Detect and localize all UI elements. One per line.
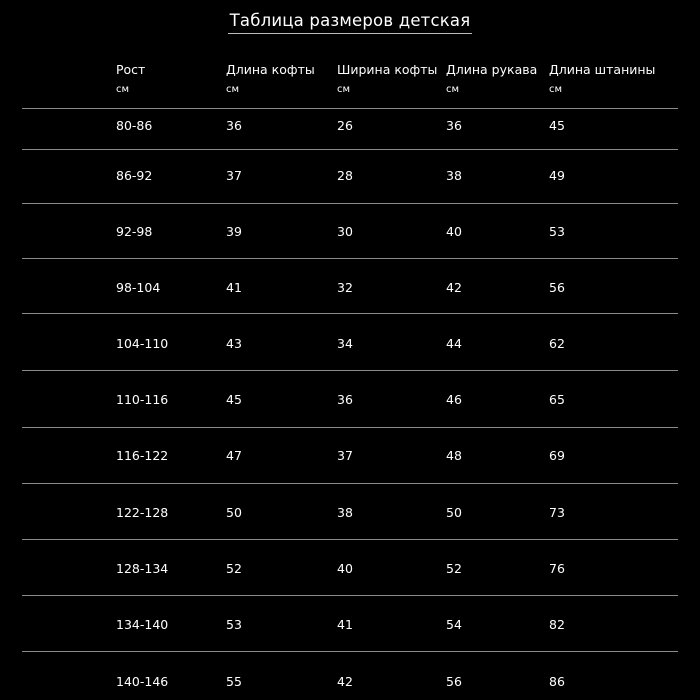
table-cell-leg-length: 86	[549, 674, 565, 689]
table-cell-height: 110-116	[116, 392, 169, 407]
header-height-label: Рост	[116, 62, 146, 77]
row-divider	[22, 595, 678, 596]
row-divider	[22, 258, 678, 259]
table-cell-sleeve-length: 48	[446, 448, 462, 463]
table-cell-leg-length: 69	[549, 448, 565, 463]
table-cell-jacket-length: 43	[226, 336, 242, 351]
row-divider	[22, 539, 678, 540]
table-cell-jacket-width: 34	[337, 336, 353, 351]
table-cell-leg-length: 65	[549, 392, 565, 407]
table-cell-sleeve-length: 52	[446, 561, 462, 576]
table-cell-sleeve-length: 56	[446, 674, 462, 689]
page-title	[0, 11, 700, 34]
table-cell-jacket-width: 28	[337, 168, 353, 183]
header-jacket-width-unit: см	[337, 84, 351, 95]
table-cell-leg-length: 73	[549, 505, 565, 520]
table-cell-sleeve-length: 40	[446, 224, 462, 239]
table-cell-leg-length: 53	[549, 224, 565, 239]
table-cell-leg-length: 82	[549, 617, 565, 632]
row-divider	[22, 370, 678, 371]
row-divider	[22, 313, 678, 314]
table-cell-jacket-width: 30	[337, 224, 353, 239]
table-cell-jacket-length: 41	[226, 280, 242, 295]
table-cell-height: 140-146	[116, 674, 169, 689]
row-divider	[22, 483, 678, 484]
table-cell-sleeve-length: 38	[446, 168, 462, 183]
table-cell-jacket-width: 32	[337, 280, 353, 295]
table-cell-jacket-length: 47	[226, 448, 242, 463]
header-height-unit: см	[116, 84, 130, 95]
table-cell-leg-length: 62	[549, 336, 565, 351]
table-cell-height: 92-98	[116, 224, 153, 239]
table-cell-sleeve-length: 44	[446, 336, 462, 351]
table-cell-jacket-width: 36	[337, 392, 353, 407]
table-cell-jacket-length: 36	[226, 118, 242, 133]
table-cell-jacket-length: 39	[226, 224, 242, 239]
table-cell-leg-length: 45	[549, 118, 565, 133]
row-divider	[22, 651, 678, 652]
table-cell-jacket-width: 41	[337, 617, 353, 632]
table-cell-jacket-width: 26	[337, 118, 353, 133]
table-cell-jacket-width: 42	[337, 674, 353, 689]
table-cell-height: 80-86	[116, 118, 153, 133]
table-cell-sleeve-length: 46	[446, 392, 462, 407]
table-cell-height: 128-134	[116, 561, 169, 576]
table-cell-sleeve-length: 36	[446, 118, 462, 133]
table-header	[0, 62, 700, 102]
table-cell-jacket-length: 45	[226, 392, 242, 407]
row-divider	[22, 427, 678, 428]
table-cell-height: 122-128	[116, 505, 169, 520]
header-sleeve-length-unit: см	[446, 84, 460, 95]
table-cell-sleeve-length: 50	[446, 505, 462, 520]
row-divider	[22, 203, 678, 204]
header-sleeve-length-label: Длина рукава	[446, 62, 538, 77]
table-cell-height: 116-122	[116, 448, 169, 463]
table-cell-jacket-width: 38	[337, 505, 353, 520]
table-cell-jacket-width: 40	[337, 561, 353, 576]
table-cell-leg-length: 49	[549, 168, 565, 183]
table-cell-jacket-length: 55	[226, 674, 242, 689]
table-cell-leg-length: 56	[549, 280, 565, 295]
table-cell-height: 86-92	[116, 168, 153, 183]
table-cell-height: 134-140	[116, 617, 169, 632]
table-cell-sleeve-length: 42	[446, 280, 462, 295]
header-jacket-length-unit: см	[226, 84, 240, 95]
row-divider	[22, 108, 678, 109]
row-divider	[22, 149, 678, 150]
header-leg-length-unit: см	[549, 84, 563, 95]
page-title-text: Таблица размеров детская	[228, 11, 473, 34]
table-cell-jacket-length: 50	[226, 505, 242, 520]
header-jacket-length-label: Длина кофты	[226, 62, 315, 77]
table-cell-jacket-width: 37	[337, 448, 353, 463]
table-cell-sleeve-length: 54	[446, 617, 462, 632]
table-cell-jacket-length: 37	[226, 168, 242, 183]
header-jacket-width-label: Ширина кофты	[337, 62, 438, 77]
table-cell-height: 104-110	[116, 336, 169, 351]
table-cell-jacket-length: 52	[226, 561, 242, 576]
header-leg-length-label: Длина штанины	[549, 62, 656, 77]
table-cell-jacket-length: 53	[226, 617, 242, 632]
table-cell-height: 98-104	[116, 280, 161, 295]
table-cell-leg-length: 76	[549, 561, 565, 576]
